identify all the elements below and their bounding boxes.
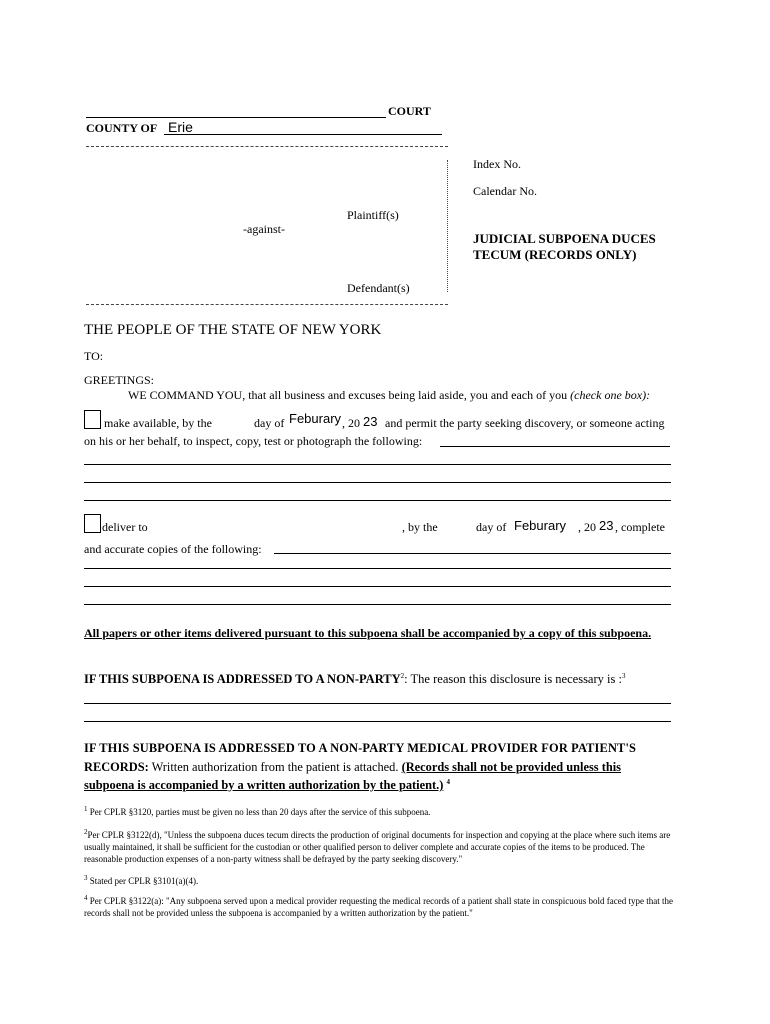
option2-line2: and accurate copies of the following: bbox=[84, 542, 262, 556]
option2-month-input[interactable]: Feburary bbox=[514, 518, 567, 533]
medical-line3 bbox=[84, 778, 450, 793]
option1-checkbox[interactable] bbox=[84, 410, 101, 429]
option1-year-prefix: , 20 bbox=[342, 416, 360, 430]
footnote-4-num: 4 bbox=[84, 894, 88, 902]
footnote-2-num: 2 bbox=[84, 828, 88, 836]
court-label: COURT bbox=[388, 104, 431, 118]
footnote-1 bbox=[84, 807, 674, 817]
medical-authorization-text: Written authorization from the patient is attached. bbox=[151, 760, 399, 774]
option1-text-b: day of bbox=[254, 416, 285, 430]
option2-field-line3[interactable] bbox=[84, 604, 671, 605]
option2-text-c: day of bbox=[476, 520, 507, 534]
footnote-1-num: 1 bbox=[84, 805, 88, 813]
option1-line2: on his or her behalf, to inspect, copy, test or photograph the following: bbox=[84, 434, 423, 448]
option1-month-input[interactable]: Feburary bbox=[289, 411, 342, 426]
caption-bottom-divider bbox=[86, 304, 448, 305]
county-label: COUNTY OF bbox=[86, 121, 158, 135]
option1-field-line1[interactable] bbox=[84, 464, 671, 465]
nonparty-reason-line2[interactable] bbox=[84, 721, 671, 722]
nonparty-text: : The reason this disclosure is necessary is : bbox=[404, 672, 622, 686]
footnote-3-text: Stated per CPLR §3101(a)(4). bbox=[89, 876, 199, 886]
footnote-1-text: Per CPLR §3120, parties must be given no less than 20 days after the service of this subpoena. bbox=[89, 807, 431, 817]
accompany-notice bbox=[84, 624, 672, 642]
caption-vertical-divider bbox=[447, 160, 448, 292]
greetings-label: GREETINGS: bbox=[84, 373, 154, 387]
medical-line2 bbox=[84, 760, 621, 775]
footnote-2 bbox=[84, 829, 676, 865]
nonparty-label: IF THIS SUBPOENA IS ADDRESSED TO A NON-PARTY bbox=[84, 672, 401, 686]
footnote-2-text: Per CPLR §3122(d), "Unless the subpoena duces tecum directs the production of original documents for inspection and copying at the place where such items are usually maintained, it shall be sufficient for the custodian or other qualified person to deliver complete and accurate copies of the items to be produced. The reasonable production expenses of a non-party witness shall be defrayed by the party seeking discovery." bbox=[84, 830, 671, 864]
county-line bbox=[164, 134, 442, 135]
doc-title-line1: JUDICIAL SUBPOENA DUCES bbox=[473, 231, 656, 246]
footnote-3 bbox=[84, 876, 674, 886]
medical-line1: IF THIS SUBPOENA IS ADDRESSED TO A NON-PARTY MEDICAL PROVIDER FOR PATIENT'S bbox=[84, 741, 637, 755]
footnote-3-num: 3 bbox=[84, 874, 88, 882]
nonparty-sup: 2 bbox=[400, 671, 405, 680]
medical-records-warning: (Records shall not be provided unless this bbox=[401, 760, 621, 774]
nonparty-reason-line1[interactable] bbox=[84, 703, 671, 704]
county-input[interactable]: Erie bbox=[168, 119, 193, 135]
nonparty-line bbox=[84, 672, 625, 687]
option2-field-line0[interactable] bbox=[274, 553, 671, 554]
people-heading: THE PEOPLE OF THE STATE OF NEW YORK bbox=[84, 322, 382, 338]
option2-text-d: , complete bbox=[615, 520, 665, 534]
option2-year-prefix: , 20 bbox=[578, 520, 596, 534]
medical-sup: 4 bbox=[446, 777, 450, 786]
check-one-box-note: (check one box): bbox=[570, 388, 651, 402]
option2-text-b: , by the bbox=[402, 520, 438, 534]
court-name-line[interactable] bbox=[86, 117, 386, 118]
calendar-no-label: Calendar No. bbox=[473, 184, 537, 198]
accompany-text: All papers or other items delivered pursuant to this subpoena shall be accompanied by a copy of this subpoena. bbox=[84, 626, 652, 640]
footnote-4 bbox=[84, 895, 676, 919]
medical-line3-text: subpoena is accompanied by a written authorization by the patient.) bbox=[84, 778, 444, 792]
command-main: WE COMMAND YOU, that all business and excuses being laid aside, you and each of you bbox=[128, 388, 568, 402]
option2-field-line2[interactable] bbox=[84, 586, 671, 587]
command-text bbox=[128, 388, 650, 403]
option2-checkbox[interactable] bbox=[84, 514, 101, 533]
option1-text-c: and permit the party seeking discovery, or someone acting bbox=[385, 416, 665, 430]
option1-field-line0[interactable] bbox=[440, 446, 670, 447]
option1-year-input[interactable]: 23 bbox=[363, 414, 378, 429]
option1-field-line3[interactable] bbox=[84, 500, 671, 501]
index-no-label: Index No. bbox=[473, 157, 521, 171]
option2-field-line1[interactable] bbox=[84, 568, 671, 569]
option1-text-a: make available, by the bbox=[104, 416, 212, 430]
option2-year-input[interactable]: 23 bbox=[599, 518, 614, 533]
against-label: -against- bbox=[243, 222, 285, 236]
defendant-label: Defendant(s) bbox=[347, 281, 410, 295]
to-label: TO: bbox=[84, 349, 104, 363]
plaintiff-label: Plaintiff(s) bbox=[347, 208, 399, 222]
option2-text-a: deliver to bbox=[102, 520, 148, 534]
caption-top-divider bbox=[86, 146, 448, 147]
footnote-4-text: Per CPLR §3122(a): "Any subpoena served upon a medical provider requesting the medical records of a patient shall state in conspicuous bold faced type that the records shall not be provided unless the subpoena is accompanied by a written authorization by the patient." bbox=[84, 896, 674, 918]
option1-field-line2[interactable] bbox=[84, 482, 671, 483]
nonparty-sup2: 3 bbox=[621, 671, 626, 680]
medical-records-label: RECORDS: bbox=[84, 760, 149, 774]
doc-title-line2: TECUM (RECORDS ONLY) bbox=[473, 247, 637, 262]
